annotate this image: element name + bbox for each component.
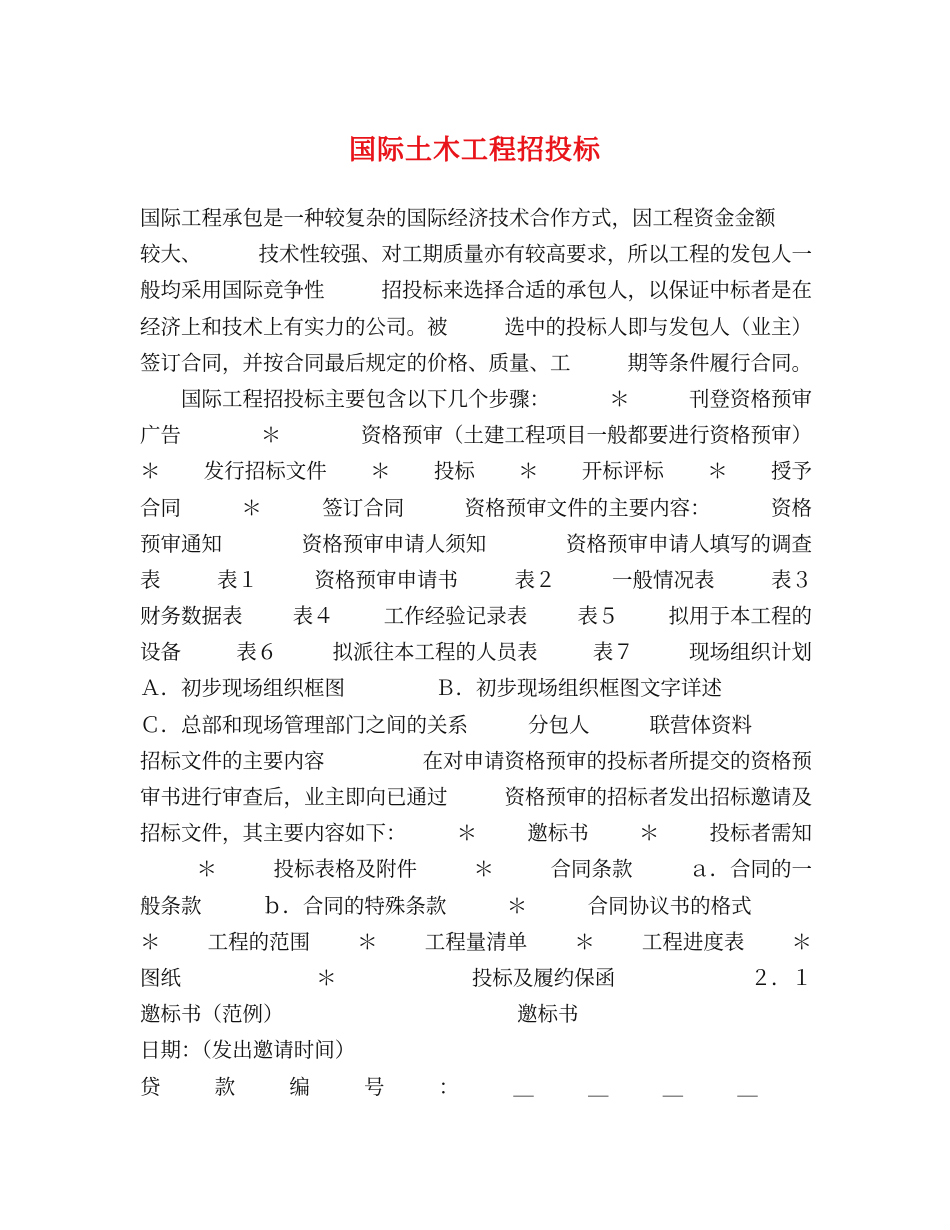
text-segment: ２．１: [750, 965, 812, 990]
text-segment: ＊: [506, 893, 528, 918]
text-line: [140, 272, 812, 308]
text-line: [140, 381, 812, 417]
text-segment: 贷: [140, 1074, 161, 1099]
text-line: [140, 236, 812, 272]
text-segment: Ｂ．初步现场组织框图文字详述: [435, 676, 722, 701]
text-segment: 表３: [771, 567, 812, 592]
text-segment: 选中的投标人即与发包人（业主）: [504, 314, 812, 339]
text-segment: ＊: [518, 459, 539, 484]
text-segment: 款: [214, 1074, 236, 1099]
text-segment: 投标: [433, 459, 475, 484]
text-segment: 资格预审申请人须知: [301, 531, 487, 556]
text-line: [140, 1032, 812, 1068]
text-segment: 表４: [292, 604, 334, 629]
text-line: [140, 670, 812, 706]
text-line: [140, 453, 812, 489]
text-segment: 国际工程承包是一种较复杂的国际经济技术合作方式，因工程资金金额: [140, 206, 776, 230]
text-segment: 资格预审申请人填写的调查: [566, 531, 812, 556]
text-segment: 资格: [771, 495, 812, 520]
text-segment: ＿: [513, 1074, 534, 1099]
text-segment: 邀标书（范例）: [140, 1002, 284, 1027]
text-segment: ＿: [587, 1074, 609, 1099]
text-segment: 日期：（发出邀请时间）: [140, 1038, 356, 1063]
text-segment: 开标评标: [581, 459, 664, 484]
text-segment: 现场组织计划: [689, 640, 812, 665]
text-line: [140, 490, 812, 526]
text-line: [140, 1069, 812, 1105]
text-segment: Ａ．初步现场组织框图: [140, 676, 345, 701]
text-segment: 邀标书: [527, 821, 589, 846]
text-segment: 号: [363, 1074, 385, 1099]
text-segment: 般条款: [140, 893, 202, 918]
text-line: [140, 562, 812, 598]
text-segment: 工程进度表: [641, 929, 745, 954]
text-segment: 投标者需知: [709, 821, 812, 846]
text-segment: 拟派往本工程的人员表: [332, 640, 538, 665]
text-line: [140, 743, 812, 779]
text-segment: 般均采用国际竞争性: [140, 278, 325, 303]
text-line: [140, 200, 812, 236]
text-segment: ＊: [574, 929, 595, 954]
text-segment: 设备: [140, 640, 181, 665]
text-segment: 签订合同: [322, 495, 405, 520]
text-segment: 财务数据表: [140, 604, 243, 629]
text-segment: 表６: [236, 640, 278, 665]
text-line: [140, 851, 812, 887]
text-segment: Ｃ．总部和现场管理部门之间的关系: [140, 712, 468, 737]
text-segment: 合同: [140, 495, 181, 520]
text-segment: 资格预审（土建工程项目一般都要进行资格预审）: [361, 423, 812, 448]
text-segment: ＿: [662, 1074, 684, 1099]
text-segment: 资格预审文件的主要内容：: [464, 495, 711, 520]
text-segment: 分包人: [528, 712, 590, 737]
text-line: [140, 924, 812, 960]
text-segment: ＊: [196, 857, 217, 882]
text-segment: ：: [438, 1074, 460, 1099]
text-segment: 期等条件履行合同。: [627, 350, 812, 375]
text-segment: 拟用于本工程的: [668, 604, 812, 629]
text-segment: 较大、: [140, 242, 202, 267]
text-segment: 国际工程招投标主要包含以下几个步骤：: [140, 386, 550, 411]
text-segment: 表１: [217, 567, 258, 592]
text-segment: ＊: [370, 459, 391, 484]
text-segment: 表７: [592, 640, 634, 665]
text-line: [140, 598, 812, 634]
text-segment: 授予: [770, 459, 812, 484]
text-segment: 邀标书: [517, 1002, 579, 1027]
text-segment: ＊: [140, 459, 161, 484]
text-segment: 一般情况表: [612, 567, 715, 592]
text-segment: 联营体资料: [649, 712, 752, 737]
text-line: [140, 707, 812, 743]
text-segment: 投标及履约保函: [471, 965, 616, 990]
text-line: [140, 996, 812, 1032]
text-segment: ＊: [140, 929, 161, 954]
text-line: [140, 526, 812, 562]
text-segment: 表: [140, 567, 161, 592]
text-segment: ＊: [707, 459, 728, 484]
text-segment: 表２: [514, 567, 556, 592]
text-segment: ＊: [456, 821, 478, 846]
text-segment: 招投标来选择合适的承包人，以保证中标者是在: [381, 278, 812, 303]
text-segment: ＊: [609, 386, 630, 411]
text-segment: 广告: [140, 423, 181, 448]
text-segment: 投标表格及附件: [273, 857, 417, 882]
text-segment: 招标文件，其主要内容如下：: [140, 821, 407, 846]
text-segment: ＿: [737, 1074, 758, 1099]
text-segment: 审书进行审查后，业主即向已通过: [140, 785, 448, 809]
document-title: 国际土木工程招投标: [349, 135, 601, 166]
text-segment: ＊: [357, 929, 378, 954]
text-segment: ＊: [241, 495, 262, 520]
text-segment: 合同条款: [550, 857, 633, 882]
text-line: [140, 960, 812, 996]
text-segment: 工程的范围: [207, 929, 311, 954]
text-line: [140, 309, 812, 345]
text-segment: 预审通知: [140, 531, 222, 556]
text-segment: ＊: [260, 423, 282, 448]
text-segment: 在对申请资格预审的投标者所提交的资格预: [422, 748, 812, 773]
text-segment: 编: [289, 1074, 310, 1099]
text-segment: 工作经验记录表: [383, 604, 528, 629]
text-segment: 签订合同，并按合同最后规定的价格、质量、工: [140, 350, 571, 375]
text-segment: 刊登资格预审: [689, 386, 812, 411]
text-segment: 发行招标文件: [203, 459, 327, 484]
text-segment: ＊: [638, 821, 660, 846]
text-segment: 经济上和技术上有实力的公司。被: [140, 314, 448, 339]
text-segment: ＊: [316, 965, 337, 990]
text-segment: ＊: [473, 857, 494, 882]
text-segment: 图纸: [140, 965, 181, 990]
text-line: [140, 888, 812, 924]
text-segment: ａ．合同的一: [689, 857, 812, 882]
text-segment: 表５: [577, 604, 619, 629]
text-line: [140, 345, 812, 381]
text-segment: 资格预审申请书: [314, 567, 458, 592]
text-line: [140, 634, 812, 670]
text-segment: 合同协议书的格式: [587, 893, 752, 918]
text-segment: 工程量清单: [424, 929, 528, 954]
document-body: [140, 200, 812, 1105]
text-line: [140, 779, 812, 815]
text-segment: ｂ．合同的特殊条款: [261, 893, 447, 918]
text-segment: 技术性较强、对工期质量亦有较高要求，所以工程的发包人一: [258, 242, 812, 267]
text-segment: 招标文件的主要内容: [140, 748, 325, 773]
text-line: [140, 815, 812, 851]
text-segment: 资格预审的招标者发出招标邀请及: [504, 785, 812, 809]
text-line: [140, 417, 812, 453]
text-segment: ＊: [791, 929, 812, 954]
